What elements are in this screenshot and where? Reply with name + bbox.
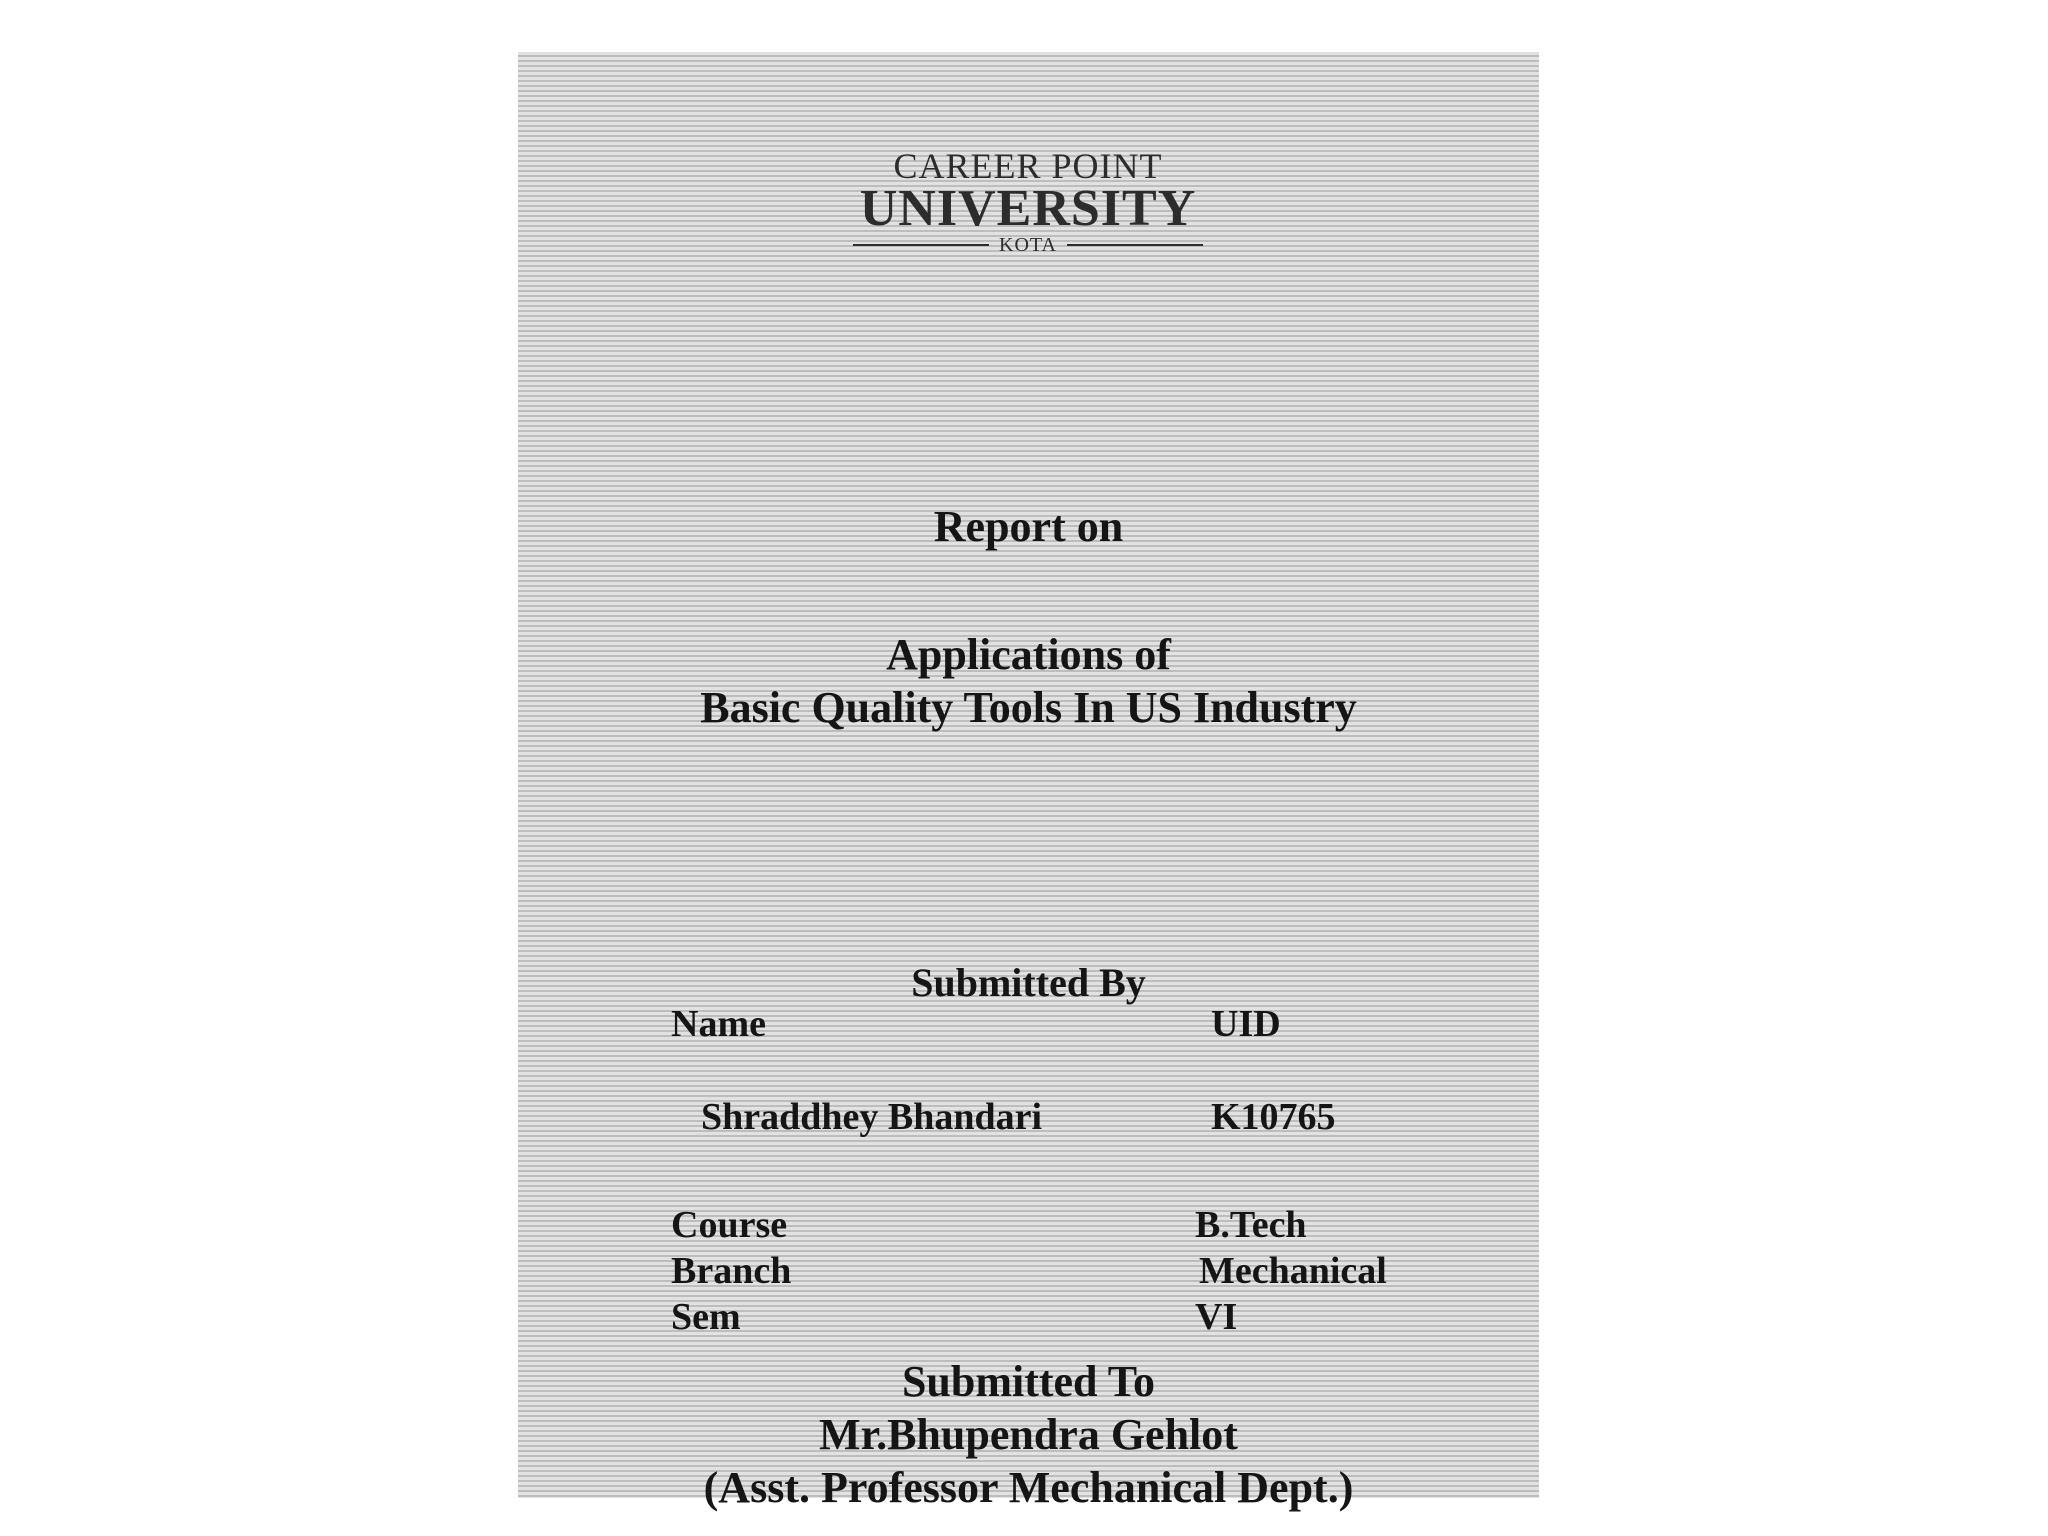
submitted-by-heading: Submitted By [911, 960, 1146, 1005]
university-logo [843, 147, 1213, 255]
student-uid: K10765 [1211, 1096, 1336, 1138]
supervisor-name: Mr.Bhupendra Gehlot [819, 1410, 1238, 1459]
course-label: Course [671, 1204, 788, 1246]
logo-divider-right [1067, 244, 1203, 246]
branch-value: Mechanical [1199, 1250, 1387, 1292]
report-heading: Report on [933, 502, 1124, 551]
report-title-line1: Applications of [886, 630, 1171, 679]
uid-label: UID [1211, 1003, 1281, 1045]
submitted-to-heading: Submitted To [901, 1357, 1156, 1406]
logo-divider-left [853, 244, 989, 246]
logo-career-point: CAREER POINT [893, 146, 1163, 186]
logo-kota: KOTA [999, 234, 1057, 256]
logo-university: UNIVERSITY [859, 180, 1197, 237]
report-cover-page [518, 52, 1539, 1512]
supervisor-designation: (Asst. Professor Mechanical Dept.) [703, 1463, 1354, 1512]
branch-label: Branch [671, 1250, 792, 1292]
report-title-line2: Basic Quality Tools In US Industry [700, 683, 1357, 732]
name-label: Name [671, 1003, 766, 1045]
student-name: Shraddhey Bhandari [701, 1096, 1043, 1138]
sem-label: Sem [671, 1296, 741, 1338]
course-value: B.Tech [1195, 1204, 1307, 1246]
logo-kota-row [843, 235, 1213, 255]
sem-value: VI [1195, 1296, 1238, 1338]
